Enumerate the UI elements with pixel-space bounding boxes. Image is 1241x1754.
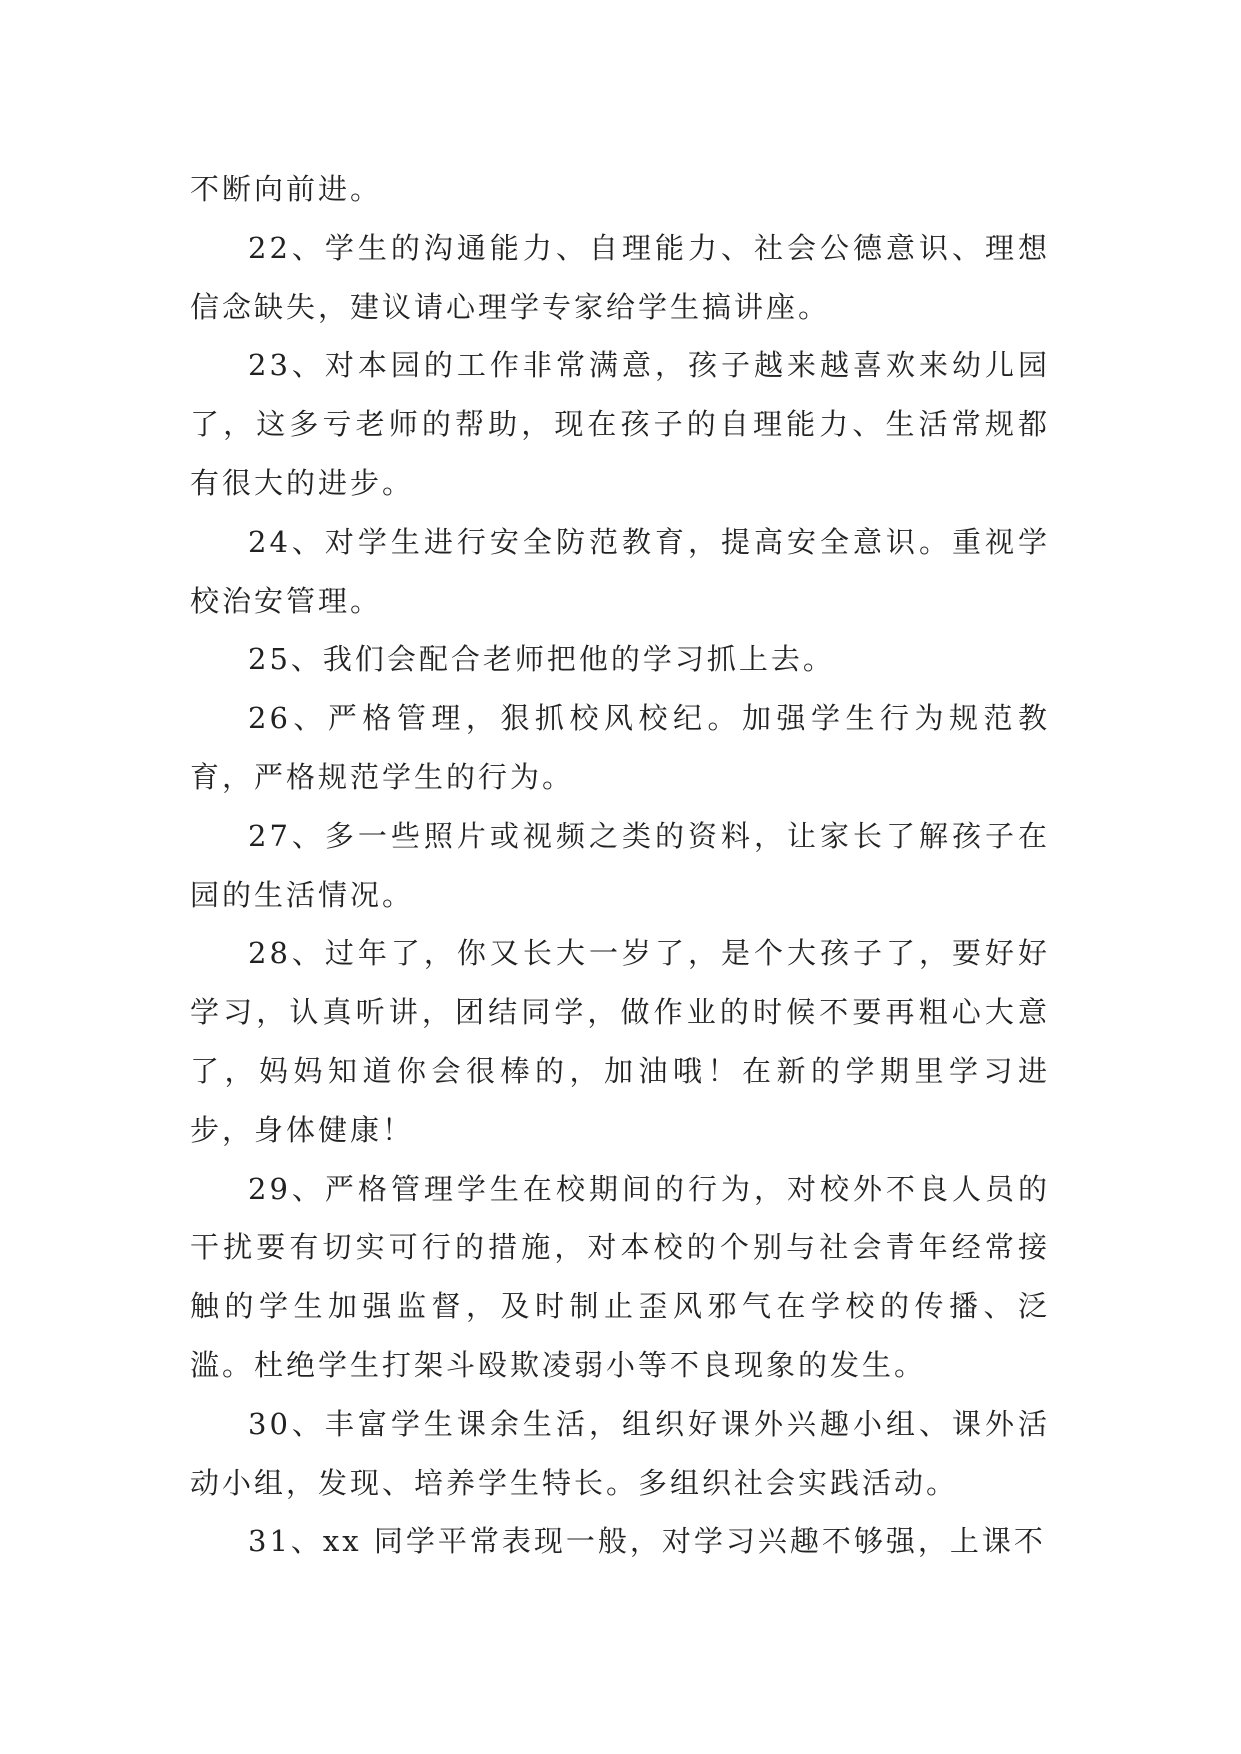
document-body	[190, 160, 1050, 1571]
continuation-paragraph: 不断向前进。	[190, 172, 383, 206]
paragraph-28: 28、过年了，你又长大一岁了，是个大孩子了，要好好学习，认真听讲，团结同学，做作业的时候不要再粗心大意了，妈妈知道你会很棒的，加油哦！在新的学期里学习进步，身体健康！	[190, 936, 1050, 1147]
paragraph-29: 29、严格管理学生在校期间的行为，对校外不良人员的干扰要有切实可行的措施，对本校的个别与社会青年经常接触的学生加强监督，及时制止歪风邪气在学校的传播、泛滥。杜绝学生打架斗殴欺凌弱小等不良现象的发生。	[190, 1171, 1050, 1382]
paragraph-22: 22、学生的沟通能力、自理能力、社会公德意识、理想信念缺失，建议请心理学专家给学生搞讲座。	[190, 230, 1050, 324]
paragraph-31: 31、xx 同学平常表现一般，对学习兴趣不够强，上课不	[248, 1524, 1046, 1559]
paragraph-25: 25、我们会配合老师把他的学习抓上去。	[248, 642, 835, 677]
paragraph-24: 24、对学生进行安全防范教育，提高安全意识。重视学校治安管理。	[190, 524, 1050, 618]
paragraph-30: 30、丰富学生课余生活，组织好课外兴趣小组、课外活动小组，发现、培养学生特长。多组织社会实践活动。	[190, 1406, 1050, 1500]
paragraph-26: 26、严格管理，狠抓校风校纪。加强学生行为规范教育，严格规范学生的行为。	[190, 701, 1050, 794]
paragraph-27: 27、多一些照片或视频之类的资料，让家长了解孩子在园的生活情况。	[190, 818, 1050, 912]
paragraph-23: 23、对本园的工作非常满意，孩子越来越喜欢来幼儿园了，这多亏老师的帮助，现在孩子的自理能力、生活常规都有很大的进步。	[190, 348, 1050, 500]
